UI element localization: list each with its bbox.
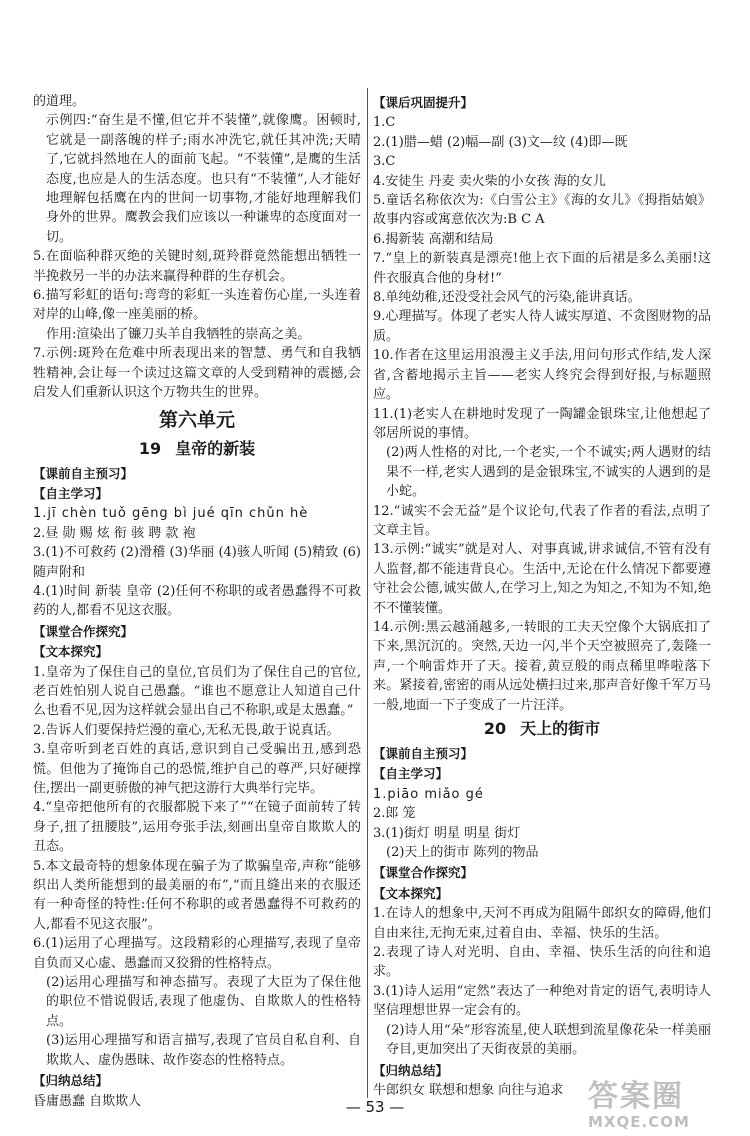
page-number: — 53 — [345, 1098, 405, 1116]
review-4: 4.安徒生 丹麦 卖火柴的小女孩 海的女儿 [373, 173, 606, 189]
explore-4: 4.“皇帝把他所有的衣服都脱下来了”“在镜子面前转了转身子,扭了扭腰肢”,运用夸张手法,刻画出皇帝自欺欺人的丑态。 [33, 800, 361, 855]
section-class-explore: 【课堂合作探究】 [33, 623, 134, 639]
review-13: 13.示例:“诚实”就是对人、对事真诚,讲求诚信,不管有没有人监督,都不能违背良心。生活中,无论在什么情况下都要遵守社会公德,诚实做人,在学习上,知之为知之,不知为不知,绝不不懂装懂。 [373, 542, 711, 616]
section-after-class: 【课后巩固提升】 [373, 95, 474, 110]
section-pre-study: 【课前自主预习】 [33, 465, 134, 481]
lesson-name: 天上的街市 [520, 719, 601, 738]
review-1: 1.C [373, 115, 396, 131]
review-2: 2.(1)腊—蜡 (2)幅—副 (3)文—纹 (4)即—既 [373, 134, 628, 150]
explore-3: 3.皇帝听到老百姓的真话,意识到自己受骗出丑,感到恐慌。但他为了掩饰自己的恐慌,维护自己的尊严,只好硬撑住,摆出一副更骄傲的神气把这游行大典举行完毕。 [33, 742, 361, 796]
review-8: 8.单纯幼稚,还没受社会风气的污染,能讲真话。 [373, 290, 641, 306]
explore-3-2: (2)诗人用“朵”形容流星,使人联想到流星像花朵一样美丽夺目,更加突出了天街夜景的美丽。 [386, 1022, 711, 1058]
answer-chars: 2.昼 勋 赐 炫 衔 骇 聘 款 袍 [33, 525, 196, 541]
review-5: 5.童话名称依次为:《白雪公主》《海的女儿》《拇指姑娘》故事内容或寓意依次为:B C A [373, 193, 711, 228]
review-6: 6.揭新装 高潮和结局 [373, 231, 494, 247]
watermark-url: MXQE.COM [588, 1113, 690, 1131]
review-3: 3.C [373, 154, 396, 170]
answer-5: 5.在面临种群灭绝的关键时刻,斑羚群竟然能想出牺牲一半挽救另一半的办法来赢得种群的生存机会。 [33, 249, 361, 284]
answer-7: 7.示例:斑羚在危难中所表现出来的智慧、勇气和自我牺牲精神,会让每一个读过这篇文章的人受到精神的震撼,会启发人们重新认识这个万物共生的世界。 [33, 346, 361, 401]
answer-pinyin: 1.piāo miǎo gé [373, 786, 484, 802]
summary-text: 昏庸愚蠢 自欺欺人 [33, 1093, 142, 1109]
lesson-title-20 [373, 715, 711, 743]
explore-5: 5.本文最奇特的想象体现在骗子为了欺骗皇帝,声称“能够织出人类所能想到的最美丽的布”,“而且缝出来的衣服还有一种奇怪的特性:任何不称职的或者愚蠢得不可救药的人,都看不见这衣服”。 [33, 858, 361, 932]
example-four: 示例四:“奋生是不懂,但它并不装懂”,就像鹰。困顿时,它就是一副落魄的样子;雨水冲洗它,就任其冲洗;天晴了,它就抖然地在人的面前飞起。“不装懂”,是鹰的生活态度,也应是人的生活态度。也只有“不装懂”,人才能好地理解包括鹰在内的世间一切事物,才能好地理解我们身外的世界。鹰教会我们应该以一种谦卑的态度面对一切。 [46, 113, 361, 245]
explore-3-1: 3.(1)诗人运用“定然”表达了一种绝对肯定的语气,表明诗人坚信理想世界一定会有的。 [373, 983, 711, 1019]
answer-chars: 2.郎 笼 [373, 806, 416, 822]
lesson-number: 20 [483, 719, 507, 738]
explore-2: 2.表现了诗人对光明、自由、幸福、快乐生活的向往和追求。 [373, 945, 711, 980]
review-12: 12.“诚实不会无益”是个议论句,代表了作者的看法,点明了文章主旨。 [373, 503, 711, 538]
lesson-name: 皇帝的新装 [175, 438, 256, 458]
section-text-explore: 【文本探究】 [33, 644, 109, 660]
summary-text: 牛郎织女 联想和想象 向往与追求 [373, 1082, 564, 1098]
answer-6-effect: 作用:渲染出了镰刀头羊自我牺牲的崇高之美。 [46, 326, 311, 342]
explore-1: 1.在诗人的想象中,天河不再成为阻隔牛郎织女的障碍,他们自由来往,无拘无束,过着自由、幸福、快乐的生活。 [373, 906, 711, 941]
review-10: 10.作者在这里运用浪漫主义手法,用问句形式作结,发人深省,含蓄地揭示主旨——老实人终究会得到好报,与标题照应。 [373, 348, 711, 403]
unit-title: 第六单元 [158, 408, 235, 431]
left-column [33, 92, 361, 1111]
explore-2: 2.告诉人们要保持烂漫的童心,无私无畏,敢于说真话。 [33, 722, 340, 738]
answer-plot: 4.(1)时间 新装 皇帝 (2)任何不称职的或者愚蠢得不可救药的人,都看不见这衣服。 [33, 583, 361, 619]
review-14: 14.示例:黑云越涌越多,一转眼的工夫天空像个大锅底扣了下来,黑沉沉的。突然,天边一闪,半个天空被照亮了,轰隆一声,一个响雷炸开了天。接着,黄豆般的雨点稀里哗啦落下来。紧接着,密密的雨从远处横扫过来,那声音好像千军万马一般,地面一下子变成了一片汪洋。 [373, 619, 711, 713]
answer-words: 3.(1)不可救药 (2)滑稽 (3)华丽 (4)骇人听闻 (5)精致 (6)随声附和 [33, 545, 361, 580]
lesson-title-19 [33, 435, 361, 463]
answer-6: 6.描写彩虹的语句:弯弯的彩虹一头连着伤心崖,一头连着对岸的山峰,像一座美丽的桥。 [33, 288, 361, 323]
lesson-number: 19 [138, 438, 162, 458]
review-9: 9.心理描写。体现了老实人待人诚实厚道、不贪图财物的品质。 [373, 309, 711, 344]
section-self-study: 【自主学习】 [373, 766, 449, 782]
review-11-2: (2)两人性格的对比,一个老实,一个不诚实;两人遇财的结果不一样,老实人遇到的是金银珠宝,不诚实的人遇到的是小蛇。 [386, 445, 711, 500]
review-7: 7.“皇上的新装真是漂亮!他上衣下面的后裙是多么美丽!这件衣服真合他的身材!” [373, 251, 711, 286]
watermark-text: 答案圈 [588, 1079, 684, 1114]
section-text-explore: 【文本探究】 [373, 885, 449, 901]
text-line: 的道理。 [33, 94, 86, 109]
answer-3-1: 3.(1)街灯 明星 明星 街灯 [373, 825, 521, 841]
section-pre-study: 【课前自主预习】 [373, 746, 474, 761]
section-self-study: 【自主学习】 [33, 485, 109, 501]
review-11-1: 11.(1)老实人在耕地时发现了一陶罐金银珠宝,让他想起了邻居所说的事情。 [373, 406, 711, 441]
answer-3-2: (2)天上的街市 陈列的物品 [386, 845, 539, 861]
watermark-logo [588, 1080, 738, 1130]
explore-1: 1.皇帝为了保住自己的皇位,官员们为了保住自己的官位,老百姓怕别人说自己愚蠢。“谁也不愿意让人知道自己什么也看不见,因为这样就会显出自己不称职,或是太愚蠢。” [33, 664, 361, 719]
right-column [373, 92, 711, 1100]
explore-6-2: (2)运用心理描写和神态描写。表现了大臣为了保住他的职位不惜说假话,表现了他虚伪、自欺欺人的性格特点。 [46, 975, 361, 1029]
explore-6-1: 6.(1)运用了心理描写。这段精彩的心理描写,表现了皇帝自负而又心虚、愚蠢而又狡猾的性格特点。 [33, 936, 361, 971]
explore-6-3: (3)运用心理描写和语言描写,表现了官员自私自利、自欺欺人、虚伪愚昧、故作姿态的性格特点。 [46, 1033, 361, 1068]
column-divider [367, 88, 368, 1098]
section-summary: 【归纳总结】 [33, 1073, 109, 1089]
section-class-explore: 【课堂合作探究】 [373, 865, 474, 881]
section-summary: 【归纳总结】 [373, 1062, 449, 1078]
answer-pinyin: 1.jī chèn tuǒ gēng bì jué qīn chǔn hè [33, 506, 309, 522]
